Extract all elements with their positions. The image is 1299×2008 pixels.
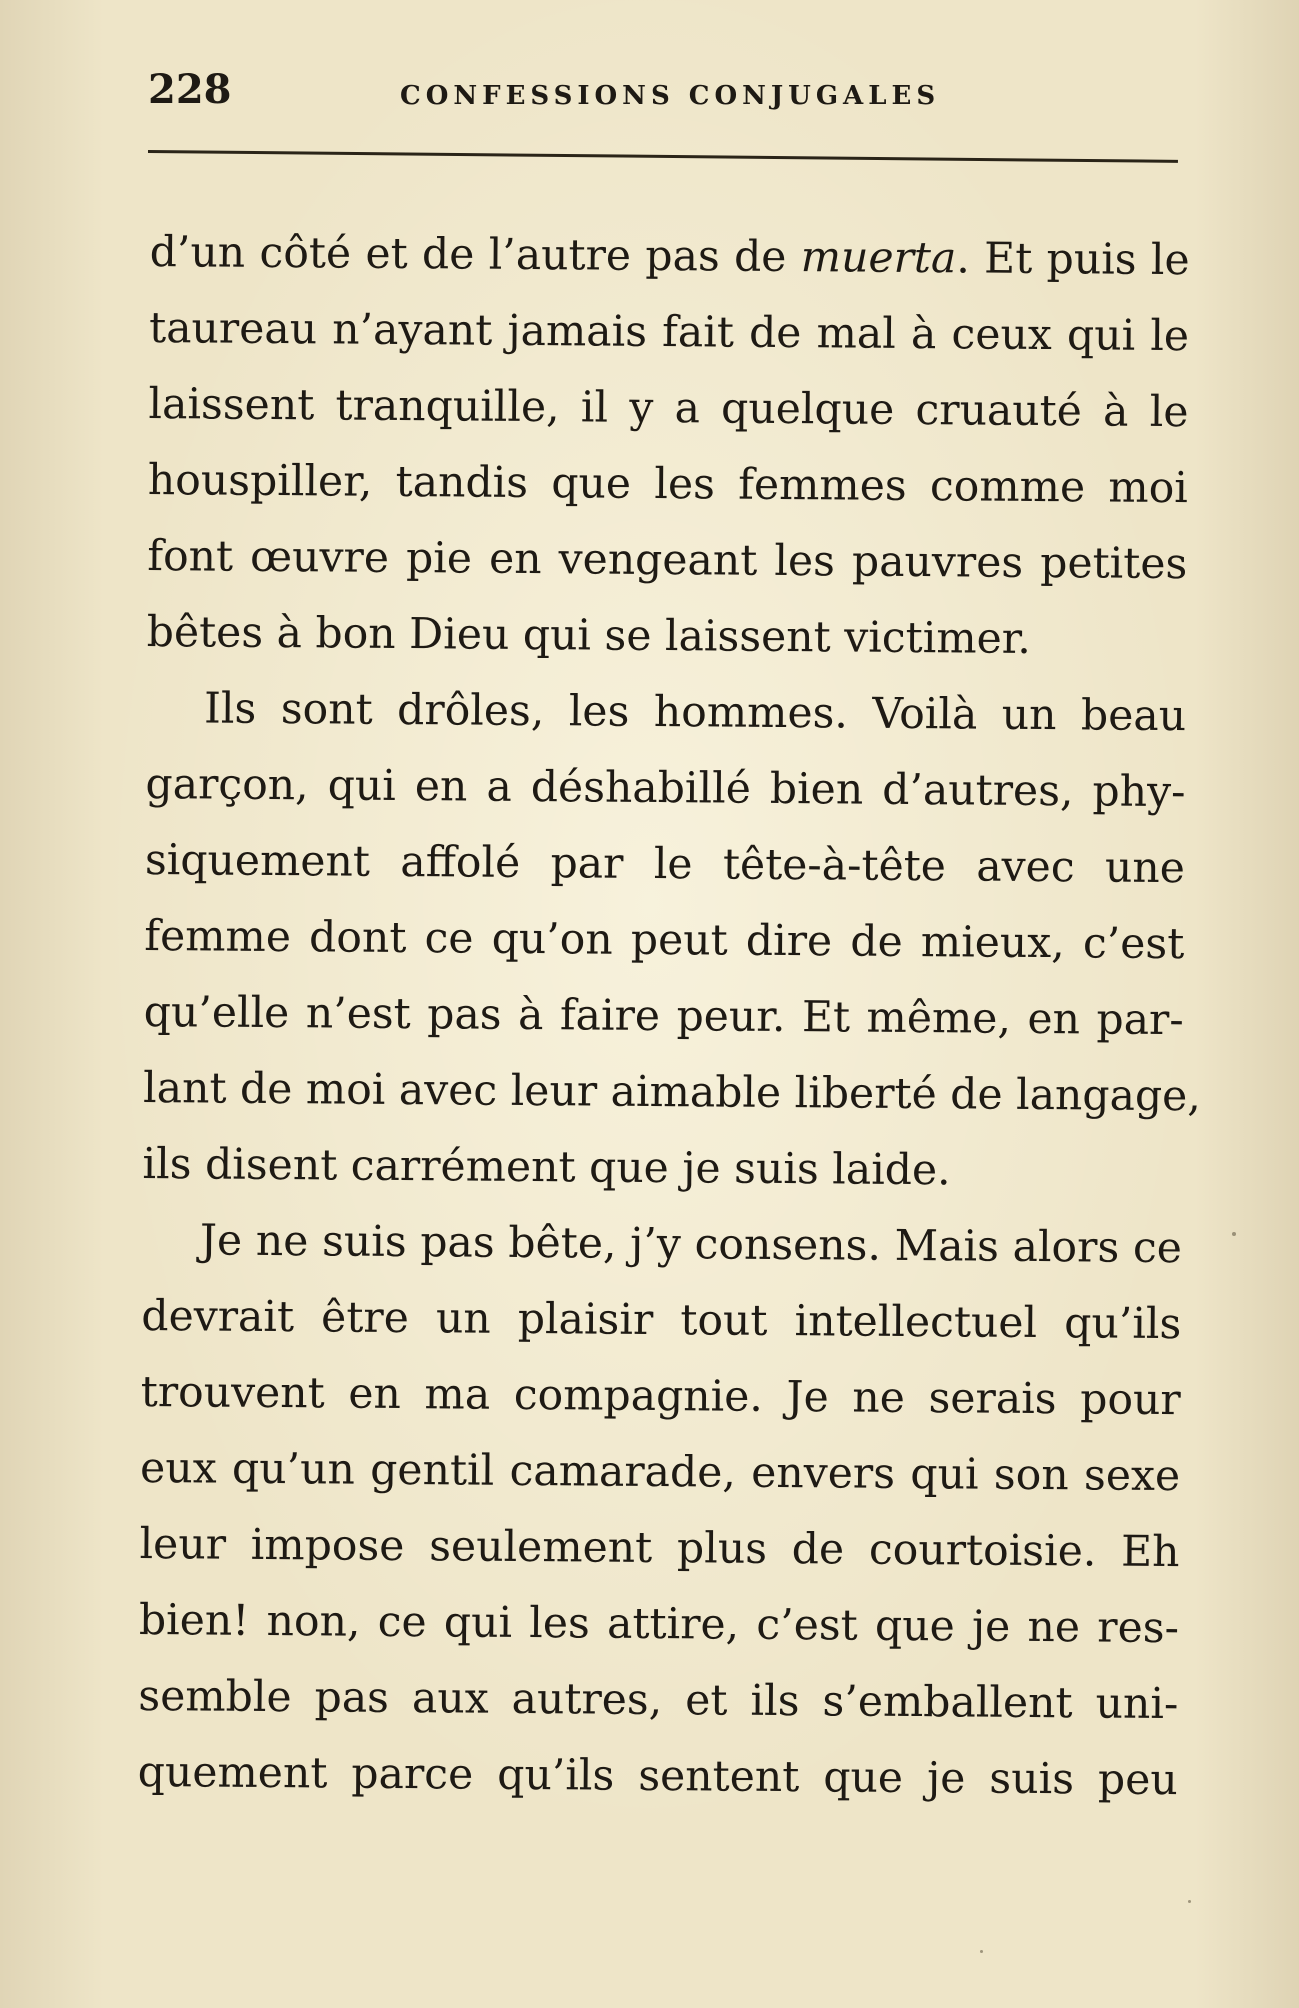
body-text: [137, 215, 1202, 1819]
text-line: [149, 215, 1190, 299]
page-header: [148, 62, 1158, 132]
running-title: CONFESSIONS CONJUGALES: [400, 81, 941, 111]
text-line: font œuvre pie en vengeant les pauvres petites: [147, 531, 1188, 590]
text-line: qu’elle n’est pas à faire peur. Et même, en par-: [143, 987, 1184, 1046]
page-number: 228: [148, 66, 232, 113]
text-line: Ils sont drôles, les hommes. Voilà un beau: [203, 684, 1187, 742]
text-line: laissent tranquille, il y a quelque cruauté à le: [148, 379, 1189, 438]
text-line: lant de moi avec leur aimable liberté de langage,: [142, 1063, 1202, 1122]
text-line: bêtes à bon Dieu qui se laissent victimer.: [146, 607, 1032, 664]
text-line: houspiller, tandis que les femmes comme moi: [147, 455, 1189, 514]
italic-word: muerta: [800, 233, 957, 284]
text-line: Je ne suis pas bête, j’y consens. Mais alors ce: [199, 1216, 1183, 1274]
text-line: garçon, qui en a déshabillé bien d’autres, phy-: [145, 759, 1186, 818]
text-line: leur impose seulement plus de courtoisie. Eh: [139, 1519, 1180, 1578]
text-line: eux qu’un gentil camarade, envers qui son sexe: [139, 1443, 1181, 1502]
text-line: semble pas aux autres, et ils s’emballent uni-: [138, 1671, 1179, 1730]
text-line: bien! non, ce qui les attire, c’est que je ne res-: [138, 1595, 1180, 1654]
text-line: siquement affolé par le tête-à-tête avec une: [144, 835, 1186, 894]
paper-speck: [1188, 1900, 1191, 1903]
text-line: devrait être un plaisir tout intellectuel qu’ils: [141, 1291, 1182, 1350]
text-line: trouvent en ma compagnie. Je ne serais pour: [140, 1367, 1181, 1426]
text-line: quement parce qu’ils sentent que je suis peu: [137, 1747, 1178, 1806]
paper-speck: [1232, 1232, 1236, 1236]
header-rule: [148, 150, 1178, 163]
text-segment: . Et puis le: [956, 234, 1190, 286]
text-line: femme dont ce qu’on peut dire de mieux, c’est: [144, 911, 1185, 970]
text-line: taureau n’ayant jamais fait de mal à ceux qui le: [148, 303, 1190, 362]
text-line: ils disent carrément que je suis laide.: [142, 1139, 951, 1196]
paper-speck: [980, 1950, 983, 1953]
text-segment: d’un côté et de l’autre pas de: [149, 227, 801, 283]
